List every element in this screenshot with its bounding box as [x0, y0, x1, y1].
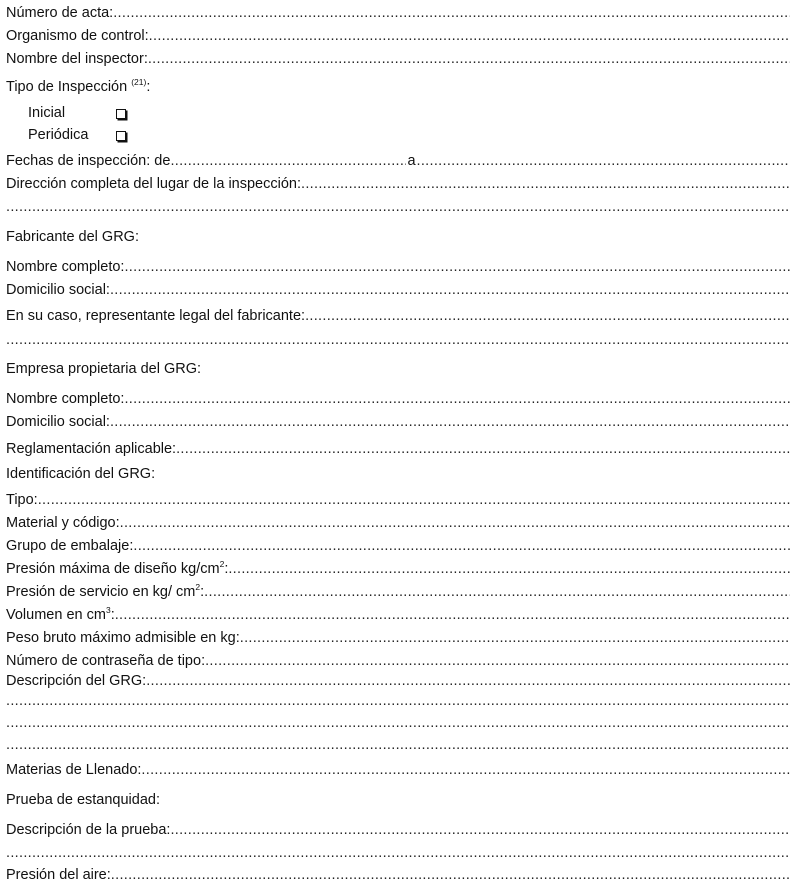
material-fill-line[interactable]: [120, 514, 790, 532]
propietaria-heading: [6, 360, 790, 378]
volumen-fill-line[interactable]: [115, 606, 790, 624]
field-organismo-control[interactable]: [6, 27, 790, 45]
representante-label: En su caso, representante legal del fabricante:: [6, 308, 306, 324]
descripcion-prueba-fill-line-2[interactable]: [6, 844, 790, 862]
field-fab-nombre[interactable]: [6, 258, 790, 276]
field-prop-nombre[interactable]: [6, 390, 790, 408]
prop-nombre-fill-line[interactable]: [124, 390, 790, 408]
prop-nombre-label: Nombre completo:: [6, 391, 125, 407]
peso-bruto-fill-line[interactable]: [240, 629, 790, 647]
field-reglamentacion[interactable]: [6, 440, 790, 458]
fechas-inspeccion-label: Fechas de inspección: de: [6, 153, 171, 169]
prop-domicilio-label: Domicilio social:: [6, 414, 110, 430]
fecha-hasta-fill-line[interactable]: [417, 152, 790, 170]
nombre-inspector-fill-line[interactable]: [148, 50, 790, 68]
peso-bruto-label: Peso bruto máximo admisible en kg:: [6, 630, 240, 646]
direccion-label: Dirección completa del lugar de la inspección:: [6, 176, 301, 192]
descripcion-grg-label: Descripción del GRG:: [6, 673, 147, 689]
descripcion-prueba-label: Descripción de la prueba:: [6, 822, 171, 838]
descripcion-grg-fill-line-3[interactable]: [6, 714, 790, 732]
numero-acta-label: Número de acta:: [6, 5, 114, 21]
presion-servicio-label: [6, 583, 204, 601]
checkbox-inicial-icon[interactable]: [116, 109, 126, 119]
field-grupo[interactable]: [6, 537, 790, 555]
field-presion-aire[interactable]: [6, 866, 790, 884]
field-fab-domicilio[interactable]: [6, 281, 790, 299]
presion-maxima-colon: :: [224, 561, 229, 577]
tipo-label: Tipo:: [6, 492, 38, 508]
presion-maxima-label: [6, 560, 228, 578]
presion-aire-fill-line[interactable]: [111, 866, 790, 884]
fabricante-heading-label: Fabricante del GRG:: [6, 229, 139, 245]
tipo-inspeccion-heading: [6, 78, 790, 96]
footnote-ref: (21): [131, 77, 147, 87]
fabricante-heading: [6, 228, 790, 246]
field-descripcion-prueba[interactable]: [6, 821, 790, 839]
option-periodica-label: Periódica: [28, 127, 89, 143]
field-descripcion-grg-line-2[interactable]: [6, 692, 790, 710]
volumen-text: Volumen en cm: [6, 607, 106, 623]
volumen-label: [6, 606, 115, 624]
identificacion-heading-label: Identificación del GRG:: [6, 466, 156, 482]
tipo-inspeccion-text: Tipo de Inspección: [6, 79, 128, 95]
organismo-control-fill-line[interactable]: [149, 27, 790, 45]
fab-domicilio-fill-line[interactable]: [110, 281, 790, 299]
identificacion-heading: [6, 465, 790, 483]
field-presion-maxima[interactable]: [6, 560, 790, 578]
tipo-inspeccion-colon: :: [146, 79, 151, 95]
estanquidad-heading-label: Prueba de estanquidad:: [6, 792, 160, 808]
presion-maxima-text: Presión máxima de diseño kg/cm: [6, 561, 220, 577]
field-numero-acta[interactable]: [6, 4, 790, 22]
descripcion-prueba-fill-line[interactable]: [170, 821, 790, 839]
field-peso-bruto[interactable]: [6, 629, 790, 647]
field-material[interactable]: [6, 514, 790, 532]
checkbox-periodica-icon[interactable]: [116, 131, 126, 141]
presion-servicio-colon: :: [200, 584, 205, 600]
volumen-sup: 3: [105, 605, 111, 615]
presion-servicio-fill-line[interactable]: [204, 583, 790, 601]
direccion-fill-line[interactable]: [301, 175, 790, 193]
propietaria-heading-label: Empresa propietaria del GRG:: [6, 361, 202, 377]
direccion-fill-line-2[interactable]: [6, 198, 790, 216]
field-direccion[interactable]: [6, 175, 790, 193]
material-label: Material y código:: [6, 515, 120, 531]
fab-domicilio-label: Domicilio social:: [6, 282, 110, 298]
representante-fill-line[interactable]: [305, 307, 790, 325]
prop-domicilio-fill-line[interactable]: [110, 413, 790, 431]
field-representante[interactable]: [6, 307, 790, 325]
option-periodica[interactable]: [28, 126, 126, 144]
field-tipo[interactable]: [6, 491, 790, 509]
estanquidad-heading: [6, 791, 790, 809]
presion-maxima-sup: 2: [219, 559, 225, 569]
field-descripcion-prueba-continuation[interactable]: [6, 844, 790, 862]
option-inicial[interactable]: [28, 104, 126, 122]
fab-nombre-fill-line[interactable]: [124, 258, 790, 276]
presion-aire-label: Presión del aire:: [6, 867, 111, 883]
contrasena-fill-line[interactable]: [205, 652, 790, 670]
field-direccion-continuation[interactable]: [6, 198, 790, 216]
grupo-label: Grupo de embalaje:: [6, 538, 134, 554]
volumen-colon: :: [110, 607, 115, 623]
fab-nombre-label: Nombre completo:: [6, 259, 125, 275]
organismo-control-label: Organismo de control:: [6, 28, 149, 44]
materias-label: Materias de Llenado:: [6, 762, 142, 778]
descripcion-grg-fill-line-4[interactable]: [6, 736, 790, 754]
fechas-a-label: a: [407, 153, 416, 169]
field-descripcion-grg-line-4[interactable]: [6, 736, 790, 754]
presion-maxima-fill-line[interactable]: [228, 560, 790, 578]
field-presion-servicio[interactable]: [6, 583, 790, 601]
tipo-fill-line[interactable]: [38, 491, 790, 509]
field-contrasena[interactable]: [6, 652, 790, 670]
grupo-fill-line[interactable]: [133, 537, 790, 555]
representante-fill-line-2[interactable]: [6, 331, 790, 349]
contrasena-label: Número de contraseña de tipo:: [6, 653, 206, 669]
materias-fill-line[interactable]: [141, 761, 790, 779]
reglamentacion-fill-line[interactable]: [176, 440, 790, 458]
descripcion-grg-fill-line[interactable]: [146, 672, 790, 690]
nombre-inspector-label: Nombre del inspector:: [6, 51, 148, 67]
tipo-inspeccion-label: [6, 78, 150, 96]
fecha-desde-fill-line[interactable]: [170, 152, 406, 170]
field-nombre-inspector[interactable]: [6, 50, 790, 68]
option-inicial-label: Inicial: [28, 105, 66, 121]
presion-servicio-text: Presión de servicio en kg/ cm: [6, 584, 196, 600]
presion-servicio-sup: 2: [195, 582, 201, 592]
field-representante-continuation[interactable]: [6, 331, 790, 349]
field-descripcion-grg-line-3[interactable]: [6, 714, 790, 732]
field-fechas-inspeccion[interactable]: [6, 152, 790, 170]
descripcion-grg-fill-line-2[interactable]: [6, 692, 790, 710]
field-descripcion-grg[interactable]: [6, 672, 790, 690]
field-materias[interactable]: [6, 761, 790, 779]
field-volumen[interactable]: [6, 606, 790, 624]
numero-acta-fill-line[interactable]: [113, 4, 790, 22]
field-prop-domicilio[interactable]: [6, 413, 790, 431]
reglamentacion-label: Reglamentación aplicable:: [6, 441, 177, 457]
